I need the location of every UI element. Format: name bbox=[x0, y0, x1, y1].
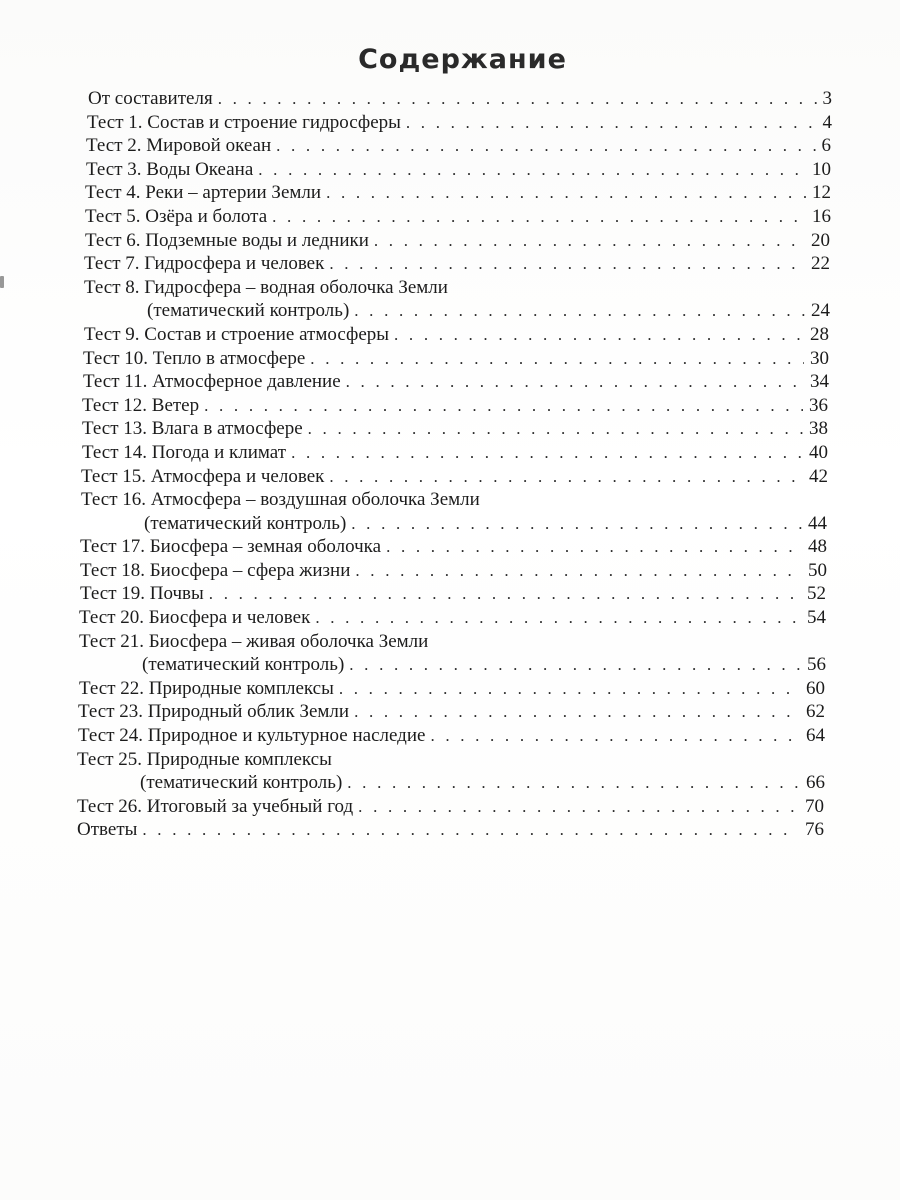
toc-entry-label: Тест 13. Влага в атмосфере bbox=[82, 418, 303, 440]
toc-entry bbox=[80, 582, 826, 606]
toc-entry-label: (тематический контроль) bbox=[144, 512, 347, 534]
toc-entry-title-line: Тест 25. Природные комплексы bbox=[77, 748, 332, 770]
toc-entry-page-number: 20 bbox=[811, 229, 830, 251]
page-title: Содержание bbox=[358, 44, 567, 75]
toc-entry-label: Тест 6. Подземные воды и ледники bbox=[85, 229, 369, 251]
toc-entry bbox=[78, 724, 825, 748]
toc-entry-page-number: 50 bbox=[808, 559, 827, 581]
toc-entry-row bbox=[78, 700, 825, 724]
toc-entry-row bbox=[85, 205, 831, 229]
dot-leader bbox=[137, 818, 799, 842]
dot-leader bbox=[310, 606, 801, 630]
toc-entry-label: Тест 19. Почвы bbox=[80, 583, 204, 605]
toc-entry bbox=[87, 111, 832, 135]
toc-entry bbox=[84, 276, 830, 323]
toc-entry-page-number: 40 bbox=[809, 441, 828, 463]
dot-leader bbox=[341, 370, 804, 394]
toc-entry bbox=[83, 347, 829, 371]
toc-entry-label: Тест 7. Гидросфера и человек bbox=[84, 253, 325, 275]
toc-entry bbox=[77, 748, 825, 795]
toc-entry-page-number: 6 bbox=[821, 135, 831, 157]
toc-entry bbox=[85, 205, 831, 229]
toc-entry-page-number: 34 bbox=[810, 371, 829, 393]
dot-leader bbox=[350, 559, 802, 583]
toc-entry-label: Тест 17. Биосфера – земная оболочка bbox=[80, 536, 382, 558]
toc-entry-label: Тест 15. Атмосфера и человек bbox=[81, 465, 325, 487]
dot-leader bbox=[213, 87, 817, 111]
toc-entry bbox=[85, 181, 831, 205]
dot-leader bbox=[324, 252, 805, 276]
dot-leader bbox=[271, 134, 815, 158]
toc-entry-page-number: 30 bbox=[810, 347, 829, 369]
toc-entry-row bbox=[86, 158, 831, 182]
toc-entry bbox=[79, 677, 825, 701]
toc-entry-page-number: 38 bbox=[809, 418, 828, 440]
toc-entry-label: Тест 9. Состав и строение атмосферы bbox=[84, 323, 390, 345]
toc-entry-label: Ответы bbox=[77, 819, 138, 841]
toc-entry-page-number: 64 bbox=[806, 725, 825, 747]
dot-leader bbox=[305, 347, 804, 371]
toc-entry-row bbox=[80, 582, 826, 606]
toc-entry-page-number: 70 bbox=[805, 795, 824, 817]
toc-entry bbox=[77, 818, 824, 842]
toc-entry bbox=[79, 630, 826, 677]
toc-entry-label: От составителя bbox=[88, 88, 213, 109]
toc-entry-page-number: 16 bbox=[812, 205, 831, 227]
toc-entry-label: Тест 2. Мировой океан bbox=[86, 135, 272, 157]
toc-entry-label: Тест 22. Природные комплексы bbox=[79, 677, 334, 699]
toc-entry-label: (тематический контроль) bbox=[142, 654, 345, 676]
toc-entry-label: Тест 26. Итоговый за учебный год bbox=[77, 795, 354, 817]
toc-entry-label: Тест 11. Атмосферное давление bbox=[83, 371, 341, 393]
toc-entry bbox=[85, 229, 830, 253]
toc-entry-page-number: 48 bbox=[808, 536, 827, 558]
dot-leader bbox=[349, 299, 805, 323]
toc-entry-label: Тест 5. Озёра и болота bbox=[85, 205, 268, 227]
dot-leader bbox=[349, 700, 800, 724]
toc-entry bbox=[80, 535, 827, 559]
toc-entry-row bbox=[80, 535, 827, 559]
toc-entry-row bbox=[78, 724, 825, 748]
toc-entry bbox=[82, 394, 828, 418]
dot-leader bbox=[425, 724, 800, 748]
toc-entry-row bbox=[81, 465, 828, 489]
toc-entry-page-number: 54 bbox=[807, 607, 826, 629]
toc-entry-row bbox=[77, 771, 825, 795]
toc-entry-page-number: 3 bbox=[822, 88, 832, 109]
toc-entry-page-number: 4 bbox=[822, 111, 832, 133]
toc-entry-page-number: 56 bbox=[807, 654, 826, 676]
toc-entry-page-number: 62 bbox=[806, 701, 825, 723]
toc-entry bbox=[84, 323, 829, 347]
toc-entry-label: Тест 4. Реки – артерии Земли bbox=[85, 182, 322, 204]
dot-leader bbox=[389, 323, 804, 347]
toc-entry bbox=[83, 370, 829, 394]
dot-leader bbox=[204, 582, 801, 606]
toc-entry-page-number: 52 bbox=[807, 583, 826, 605]
toc-entry bbox=[81, 465, 828, 489]
toc-entry-title-line: Тест 16. Атмосфера – воздушная оболочка Земли bbox=[81, 489, 480, 511]
dot-leader bbox=[253, 158, 806, 182]
toc-entry bbox=[82, 441, 828, 465]
dot-leader bbox=[321, 181, 806, 205]
toc-entry-label: Тест 1. Состав и строение гидросферы bbox=[87, 111, 401, 133]
toc-entry-row bbox=[79, 653, 826, 677]
toc-entry bbox=[80, 559, 827, 583]
toc-entry-page-number: 22 bbox=[811, 253, 830, 275]
dot-leader bbox=[381, 535, 802, 559]
toc-entry-page-number: 44 bbox=[808, 512, 827, 534]
toc-entry-page-number: 10 bbox=[812, 158, 831, 180]
dot-leader bbox=[344, 653, 801, 677]
toc-entry-page-number: 60 bbox=[806, 677, 825, 699]
toc-entry-page-number: 12 bbox=[812, 182, 831, 204]
dot-leader bbox=[346, 512, 802, 536]
toc-entry-row bbox=[85, 229, 830, 253]
toc-entry-label: Тест 20. Биосфера и человек bbox=[79, 607, 311, 629]
toc-entry-label: (тематический контроль) bbox=[140, 772, 343, 794]
toc-entry-row bbox=[77, 818, 824, 842]
toc-entry bbox=[79, 606, 826, 630]
toc-entry-label: Тест 3. Воды Океана bbox=[86, 158, 254, 180]
toc-entry-page-number: 66 bbox=[806, 772, 825, 794]
toc-entry-row bbox=[82, 394, 828, 418]
toc-entry-label: Тест 14. Погода и климат bbox=[82, 441, 287, 463]
toc-entry-row bbox=[84, 299, 830, 323]
dot-leader bbox=[342, 771, 800, 795]
toc-entry-row bbox=[80, 559, 827, 583]
toc-entry-row bbox=[85, 181, 831, 205]
toc-entry-label: Тест 23. Природный облик Земли bbox=[78, 701, 350, 723]
dot-leader bbox=[286, 441, 803, 465]
toc-entry-label: Тест 18. Биосфера – сфера жизни bbox=[80, 559, 351, 581]
toc-entry-row bbox=[84, 323, 829, 347]
toc-entry-page-number: 76 bbox=[805, 819, 824, 841]
toc-entry-row bbox=[84, 252, 830, 276]
toc-entry-row bbox=[87, 111, 832, 135]
toc-entry-row bbox=[83, 347, 829, 371]
toc-entry-row bbox=[79, 606, 826, 630]
toc-entry-row bbox=[81, 512, 827, 536]
toc-entry-page-number: 36 bbox=[809, 394, 828, 416]
toc-entry bbox=[84, 252, 830, 276]
dot-leader bbox=[401, 111, 817, 135]
toc-entry-row bbox=[77, 795, 824, 819]
toc-entry-title-line: Тест 21. Биосфера – живая оболочка Земли bbox=[79, 630, 429, 652]
dot-leader bbox=[369, 229, 805, 253]
toc-entry-page-number: 42 bbox=[809, 465, 828, 487]
toc-entry-page-number: 24 bbox=[811, 300, 830, 322]
toc-entry bbox=[78, 700, 825, 724]
toc-entry bbox=[86, 158, 831, 182]
dot-leader bbox=[303, 417, 803, 441]
toc-entry bbox=[81, 488, 827, 535]
toc-entry bbox=[82, 417, 828, 441]
table-of-contents bbox=[0, 87, 900, 842]
toc-entry-row bbox=[88, 87, 832, 111]
toc-entry bbox=[86, 134, 831, 158]
toc-entry-page-number: 28 bbox=[810, 323, 829, 345]
dot-leader bbox=[267, 205, 806, 229]
dot-leader bbox=[334, 677, 800, 701]
toc-entry-row bbox=[86, 134, 831, 158]
toc-entry-label: Тест 10. Тепло в атмосфере bbox=[83, 347, 306, 369]
toc-entry-label: Тест 12. Ветер bbox=[82, 394, 200, 416]
toc-entry-label: Тест 24. Природное и культурное наследие bbox=[78, 725, 426, 747]
toc-entry bbox=[77, 795, 824, 819]
toc-entry-row bbox=[82, 417, 828, 441]
toc-entry-row bbox=[82, 441, 828, 465]
toc-entry-row bbox=[83, 370, 829, 394]
dot-leader bbox=[199, 394, 803, 418]
dot-leader bbox=[353, 795, 799, 819]
toc-entry-label: (тематический контроль) bbox=[147, 300, 350, 322]
dot-leader bbox=[324, 465, 803, 489]
toc-entry-row bbox=[79, 677, 825, 701]
toc-entry bbox=[88, 87, 832, 111]
toc-entry-title-line: Тест 8. Гидросфера – водная оболочка Земли bbox=[84, 276, 448, 298]
